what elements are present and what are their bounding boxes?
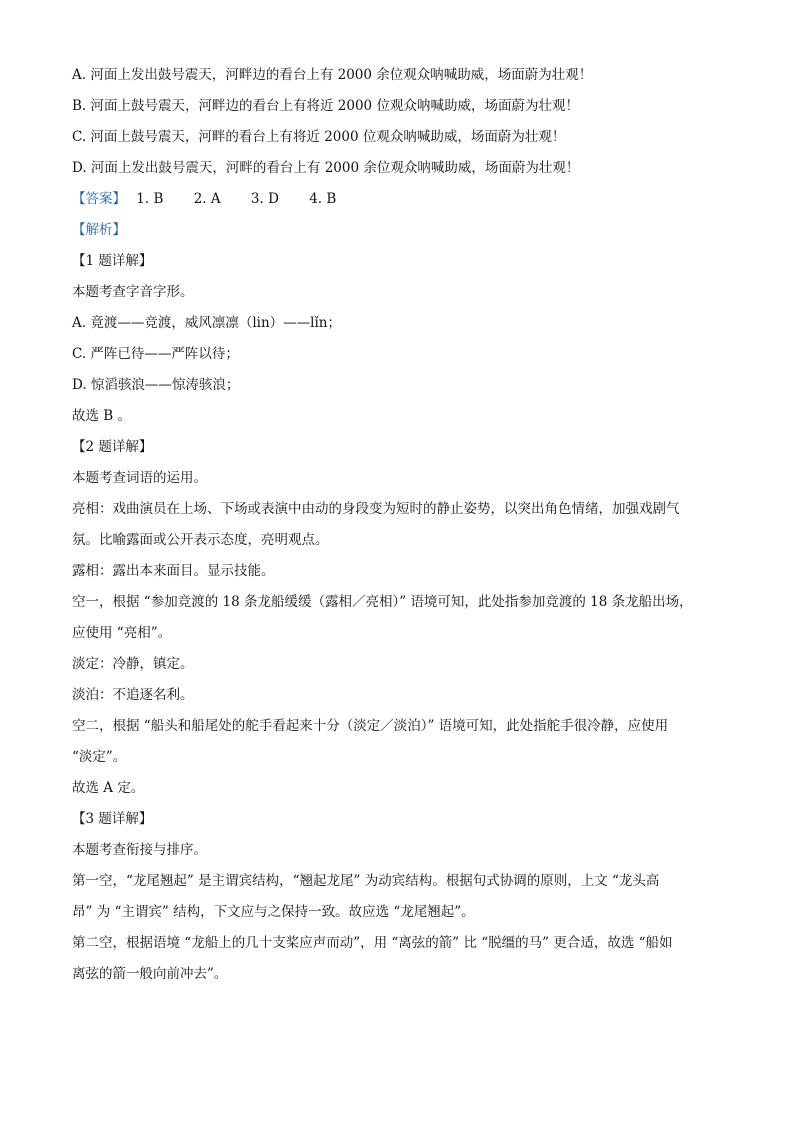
q2-choose: 故选 A 定。 (72, 780, 145, 796)
document-page (72, 60, 722, 990)
answer-item-4: 4. B (309, 191, 337, 207)
option-a: A. 河面上发出鼓号震天，河畔边的看台上有 2000 余位观众呐喊助威，场面蔚为壮观！ (72, 67, 593, 83)
q3-heading: 【3 题详解】 (72, 811, 153, 827)
answer-item-1: 1. B (136, 191, 164, 207)
q3-p1-1: 第一空，“龙尾翘起” 是主谓宾结构，“翘起龙尾” 为动宾结构。根据句式协调的原则，上文 “龙头高 (72, 873, 660, 889)
option-b: B. 河面上鼓号震天，河畔边的看台上有将近 2000 位观众呐喊助威，场面蔚为壮观！ (72, 98, 579, 114)
answer-item-2: 2. A (193, 191, 221, 207)
q1-line-5: 故选 B 。 (72, 408, 132, 424)
q1-line-2: A. 竟渡——竞渡，威风凛凛（lin）——lǐn； (72, 315, 341, 331)
q2-liangxiang-2: 氛。比喻露面或公开表示态度，亮明观点。 (72, 532, 329, 548)
answer-line (72, 184, 722, 215)
q3-p2-2: 离弦的箭一般向前冲去”。 (72, 966, 228, 982)
answer-tag: 【答案】 (72, 191, 126, 207)
q3-p2-1: 第二空，根据语境 “龙船上的几十支桨应声而动”，用 “离弦的箭” 比 “脱缰的马” 更合适，故选 “船如 (72, 935, 673, 951)
q1-line-4: D. 惊滔骇浪——惊涛骇浪； (72, 377, 240, 393)
q2-blank1-1: 空一，根据 “参加竞渡的 18 条龙船缓缓（露相／亮相）” 语境可知，此处指参加竞渡的 18 条龙船出场， (72, 594, 693, 610)
q3-intro: 本题考查衔接与排序。 (72, 842, 207, 858)
q2-danding: 淡定：冷静，镇定。 (72, 656, 194, 672)
q2-heading: 【2 题详解】 (72, 439, 153, 455)
answer-item-3: 3. D (250, 191, 279, 207)
q2-danbo: 淡泊：不追逐名利。 (72, 687, 194, 703)
q2-blank2-2: “淡定”。 (72, 749, 127, 765)
option-c: C. 河面上鼓号震天，河畔的看台上有将近 2000 位观众呐喊助威，场面蔚为壮观！ (72, 129, 566, 145)
q1-line-1: 本题考查字音字形。 (72, 284, 194, 300)
q2-luxiang: 露相：露出本来面目。显示技能。 (72, 563, 275, 579)
option-d: D. 河面上发出鼓号震天，河畔的看台上有 2000 余位观众呐喊助威，场面蔚为壮观！ (72, 160, 580, 176)
analysis-heading: 【解析】 (72, 222, 126, 238)
q2-intro: 本题考查词语的运用。 (72, 470, 207, 486)
q1-line-3: C. 严阵已待——严阵以待； (72, 346, 239, 362)
q3-p1-2: 昂” 为 “主谓宾” 结构，下文应与之保持一致。故应选 “龙尾翘起”。 (72, 904, 475, 920)
q2-liangxiang-1: 亮相：戏曲演员在上场、下场或表演中由动的身段变为短时的静止姿势，以突出角色情绪，加强戏剧气 (72, 501, 680, 517)
q1-heading: 【1 题详解】 (72, 253, 153, 269)
q2-blank2-1: 空二，根据 “船头和船尾处的舵手看起来十分（淡定／淡泊）” 语境可知，此处指舵手很冷静，应使用 (72, 718, 669, 734)
q2-blank1-2: 应使用 “亮相”。 (72, 625, 172, 641)
